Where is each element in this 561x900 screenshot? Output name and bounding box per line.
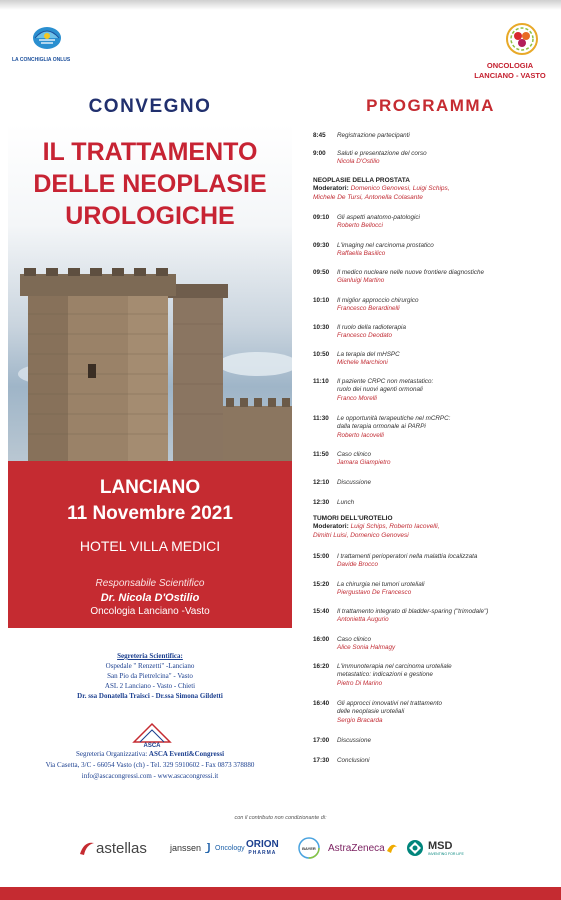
item-title: Il medico nucleare nelle nuove frontiere diagnostiche xyxy=(337,269,485,276)
programme-item xyxy=(313,553,558,570)
item-body xyxy=(337,499,558,507)
moderators-label: Moderatori: xyxy=(313,185,351,193)
item-body xyxy=(337,214,558,231)
item-time: 16:00 xyxy=(313,636,330,643)
item-body xyxy=(337,351,558,368)
item-speaker: Pietro Di Marino xyxy=(337,679,383,687)
item-body xyxy=(337,132,558,140)
item-title: Registrazione partecipanti xyxy=(337,132,410,139)
right-logo-line2: LANCIANO - VASTO xyxy=(474,71,546,80)
item-time: 15:00 xyxy=(313,553,330,560)
item-title: Il paziente CRPC non metastatico: ruolo dei nuovi agenti ormonali xyxy=(337,378,434,394)
item-title: La chirurgia nei tumori uroteliali xyxy=(337,581,425,588)
programme-item xyxy=(313,415,558,440)
item-speaker: Davide Brocco xyxy=(337,561,378,569)
item-body xyxy=(337,581,558,598)
item-body xyxy=(337,737,558,745)
convegno-heading: CONVEGNO xyxy=(88,96,212,117)
scientific-lead-name: Dr. Nicola D'Ostilio xyxy=(100,592,200,604)
item-speaker: Piergustavo De Francesco xyxy=(337,589,412,597)
astellas-logo xyxy=(78,830,147,866)
title-line-3: UROLOGICHE xyxy=(65,202,235,230)
conchiglia-logo xyxy=(12,22,71,63)
item-title: Il trattamento integrato di bladder-sparing ("trimodale") xyxy=(337,608,489,615)
programme-item xyxy=(313,378,558,403)
programme-item xyxy=(313,608,558,625)
item-speaker: Alice Sonia Halmagy xyxy=(337,644,396,652)
item-title: L'immunoterapia nel carcinoma uroteliale metastatico: indicazioni e gestione xyxy=(337,663,452,679)
item-body xyxy=(337,608,558,625)
msd-logo xyxy=(406,830,464,866)
event-title xyxy=(8,136,292,232)
item-time: 15:20 xyxy=(313,581,330,588)
programme-item xyxy=(313,132,558,140)
item-speaker: Raffaella Basilico xyxy=(337,250,386,258)
item-body xyxy=(337,378,558,403)
astrazeneca-text: AstraZeneca xyxy=(328,842,385,854)
sci-line-2: San Pio da Pietrelcina" - Vasto xyxy=(107,672,193,680)
oncology-circle-icon xyxy=(503,22,541,56)
programme-item xyxy=(313,737,558,745)
org-line-2: Via Casetta, 3/C - 66054 Vasto (ch) - Tel. 329 5910602 - Fax 0873 378880 xyxy=(45,761,255,769)
item-time: 16:40 xyxy=(313,700,330,707)
item-speaker: Antonietta Augurio xyxy=(337,616,389,624)
item-time: 17:00 xyxy=(313,737,330,744)
item-title: Il ruolo della radioterapia xyxy=(337,324,406,331)
programme-item xyxy=(313,636,558,653)
event-venue: HOTEL VILLA MEDICI xyxy=(79,538,221,554)
programme-item xyxy=(313,451,558,468)
item-time: 10:10 xyxy=(313,297,330,304)
item-body xyxy=(337,269,558,286)
janssen-text: janssen xyxy=(170,843,202,853)
sci-line-3: ASL 2 Lanciano - Vasto - Chieti xyxy=(104,682,196,690)
shell-icon xyxy=(30,22,64,52)
programme-item xyxy=(313,351,558,368)
item-speaker: Gianluigi Martino xyxy=(337,277,385,285)
item-body xyxy=(337,451,558,468)
item-time: 12:30 xyxy=(313,499,330,506)
org-line-3[interactable]: info@ascacongressi.com - www.ascacongressi.it xyxy=(81,772,219,780)
item-body xyxy=(337,700,558,725)
item-body xyxy=(337,636,558,653)
item-time: 15:40 xyxy=(313,608,330,615)
item-time: 9:00 xyxy=(313,150,326,157)
programme-item xyxy=(313,297,558,314)
programme-item xyxy=(313,700,558,725)
item-time: 11:50 xyxy=(313,451,329,458)
programme-item xyxy=(313,757,558,765)
item-title: Gli aspetti anatomo-patologici xyxy=(337,214,420,221)
organizing-secretariat xyxy=(8,749,292,782)
item-title: Conclusioni xyxy=(337,757,370,764)
item-speaker: Nicola D'Ostilio xyxy=(337,158,380,166)
item-body xyxy=(337,415,558,440)
moderators-line-1: Domenico Genovesi, Luigi Schips, xyxy=(350,185,450,193)
left-logo-caption: LA CONCHIGLIA ONLUS xyxy=(12,57,71,63)
programme-item xyxy=(313,150,558,167)
item-time: 16:20 xyxy=(313,663,330,670)
msd-mark-icon xyxy=(406,839,424,857)
bottom-bar xyxy=(0,887,561,900)
title-line-1: IL TRATTAMENTO xyxy=(42,138,258,166)
item-body xyxy=(337,757,558,765)
orion-logo xyxy=(246,830,279,866)
programme-item xyxy=(313,499,558,507)
item-speaker: Roberto Bellocci xyxy=(337,222,383,230)
org-line-1 xyxy=(8,749,292,760)
org-company: ASCA Eventi&Congressi xyxy=(148,750,225,758)
sci-title: Segreteria Scientifica: xyxy=(117,652,183,660)
asca-logo-text: ASCA xyxy=(143,743,161,748)
item-time: 17:30 xyxy=(313,757,330,764)
janssen-logo xyxy=(170,830,245,866)
sponsor-strip xyxy=(0,830,561,866)
bayer-logo xyxy=(298,830,320,866)
item-body xyxy=(337,324,558,341)
right-logo-line1: ONCOLOGIA xyxy=(486,61,534,70)
item-speaker: Franco Morelli xyxy=(337,394,377,402)
event-city: LANCIANO xyxy=(99,477,201,498)
item-speaker: Francesco Berardinelli xyxy=(337,305,400,313)
bayer-cross-icon xyxy=(298,837,320,859)
event-info-box xyxy=(8,461,292,628)
programme-item xyxy=(313,269,558,286)
programme-item xyxy=(313,581,558,598)
item-title: Gli approcci innovativi nel trattamento delle neoplasie uroteliali xyxy=(337,700,442,716)
section-title: NEOPLASIE DELLA PROSTATA xyxy=(313,177,410,184)
item-body xyxy=(337,297,558,314)
item-speaker: Francesco Deodato xyxy=(337,332,392,340)
programme-item xyxy=(313,479,558,487)
item-time: 12:10 xyxy=(313,479,330,486)
bayer-text: BAYER xyxy=(302,846,316,851)
item-body xyxy=(337,553,558,570)
item-body xyxy=(337,479,558,487)
msd-sub: INVENTING FOR LIFE xyxy=(428,851,464,856)
scientific-lead-label: Responsabile Scientifico xyxy=(95,578,205,589)
item-time: 10:30 xyxy=(313,324,330,331)
item-title: Il miglior approccio chirurgico xyxy=(337,297,419,304)
item-speaker: Jamara Giampietro xyxy=(337,459,391,467)
item-title: I trattamenti perioperatori nella malattia localizzata xyxy=(337,553,478,560)
programme-item xyxy=(313,242,558,259)
section-prostata xyxy=(313,177,558,202)
moderators-label: Moderatori: xyxy=(313,523,351,531)
item-time: 09:50 xyxy=(313,269,330,276)
oncologia-logo xyxy=(468,22,552,81)
item-title: L'imaging nel carcinoma prostatico xyxy=(337,242,434,249)
sponsor-caption: con il contributo non condizionante di: xyxy=(234,815,327,821)
moderators-line-1: Luigi Schips, Roberto Iacovelli, xyxy=(350,523,440,531)
org-label: Segreteria Organizzativa: xyxy=(75,750,149,758)
programma-heading: PROGRAMMA xyxy=(366,96,495,115)
programme-item xyxy=(313,324,558,341)
astrazeneca-logo xyxy=(328,830,399,866)
orion-text: ORION xyxy=(246,839,279,850)
poster-left-panel xyxy=(8,124,292,628)
janssen-mark-icon xyxy=(204,843,212,853)
item-body xyxy=(337,663,558,688)
item-speaker: Sergio Bracarda xyxy=(337,716,383,724)
item-time: 09:10 xyxy=(313,214,330,221)
item-time: 09:30 xyxy=(313,242,330,249)
item-title: La terapia del mHSPC xyxy=(337,351,400,358)
item-title: Le opportunità terapeutiche nel mCRPC: dalla terapia ormonale ai PARPi xyxy=(337,415,451,431)
item-title: Discussione xyxy=(337,737,371,744)
scientific-secretariat xyxy=(8,651,292,701)
item-body xyxy=(337,150,558,167)
item-speaker: Michele Marchioni xyxy=(337,359,388,367)
item-time: 11:10 xyxy=(313,378,329,385)
event-date: 11 Novembre 2021 xyxy=(67,503,233,524)
item-title: Saluti e presentazione del corso xyxy=(337,150,427,157)
item-time: 11:30 xyxy=(313,415,329,422)
astellas-text: astellas xyxy=(96,839,147,857)
section-title: TUMORI DELL'UROTELIO xyxy=(313,515,393,522)
scientific-lead-org: Oncologia Lanciano -Vasto xyxy=(90,606,210,617)
janssen-sub: Oncology xyxy=(215,844,245,852)
moderators-line-2: Dimitri Luisi, Domenico Genovesi xyxy=(313,531,409,539)
item-title: Caso clinico xyxy=(337,636,371,643)
item-time: 8:45 xyxy=(313,132,326,139)
asca-logo xyxy=(130,720,174,748)
item-title: Discussione xyxy=(337,479,371,486)
top-shadow xyxy=(0,0,561,10)
moderators-line-2: Michele De Tursi, Antonella Colasante xyxy=(313,193,423,201)
programme-item xyxy=(313,214,558,231)
astrazeneca-swirl-icon xyxy=(385,841,399,855)
section-urotelio xyxy=(313,515,558,540)
astellas-swoosh-icon xyxy=(78,839,96,857)
programme-item xyxy=(313,663,558,688)
sci-line-1: Ospedale " Renzetti" -Lanciano xyxy=(105,662,195,670)
item-body xyxy=(337,242,558,259)
sci-names: Dr. ssa Donatella Traisci - Dr.ssa Simona Gildetti xyxy=(77,692,223,700)
item-title: Caso clinico xyxy=(337,451,371,458)
item-time: 10:50 xyxy=(313,351,330,358)
msd-text: MSD xyxy=(428,839,453,852)
item-speaker: Roberto Iacovelli xyxy=(337,431,384,439)
title-line-2: DELLE NEOPLASIE xyxy=(33,170,267,198)
castle-image xyxy=(8,124,292,461)
item-title: Lunch xyxy=(337,499,355,506)
orion-sub: PHARMA xyxy=(248,850,277,856)
